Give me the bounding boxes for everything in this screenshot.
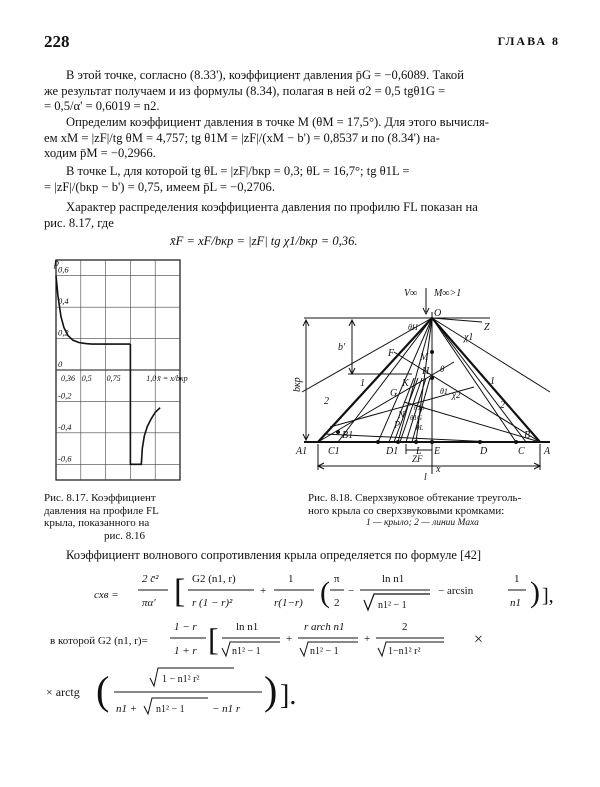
text-line: Коэффициент волнового сопротивления крыла определяется по формуле [42]: [66, 548, 482, 562]
point: [430, 376, 434, 380]
label-e: E: [434, 446, 441, 457]
text-line: = |zF|/(bкр − b') = 0,75, имеем p̄L = −0,2706.: [44, 179, 275, 194]
caption-fig-8-17: [44, 492, 204, 542]
paragraph-3: [44, 164, 578, 195]
f-sqrt-d: 1 − n1² r²: [162, 674, 200, 685]
f-minus: −: [348, 585, 355, 597]
f-g2: G2 (n1, r): [192, 573, 236, 585]
x-tick-label: 0,75: [106, 374, 121, 383]
y-axis-label: p̄: [54, 258, 59, 269]
label-chi1: χ1: [464, 332, 474, 343]
f-arctg: × arctg: [46, 685, 80, 699]
label-a1: A1: [296, 446, 308, 457]
x-tick-label: 0,5: [81, 374, 92, 383]
label-line-2b: 2: [500, 400, 505, 411]
paragraph-4: [44, 200, 578, 231]
label-line-1b: 1: [360, 378, 365, 389]
caption-line: давления на профиле FL: [44, 504, 159, 517]
f-den: πα': [142, 597, 156, 609]
text-line: Характер распределения коэффициента давления по профилю FL показан на: [66, 200, 478, 214]
y-tick-label: -0,6: [58, 453, 72, 464]
f-two: 2: [334, 597, 340, 609]
f-plus-a: +: [286, 633, 293, 645]
f-r1r: r(1−r): [274, 597, 303, 609]
mach-line: [432, 318, 516, 442]
y-tick-label: 0,6: [58, 264, 69, 275]
caption-line: Рис. 8.17. Коэффициент: [44, 492, 156, 504]
y-tick-label: -0,2: [58, 390, 72, 401]
x-axis-label: x̄ = x/bкр: [157, 374, 188, 383]
label-b1: B1: [342, 430, 354, 441]
paren-open: (: [320, 576, 330, 609]
caption-line: Рис. 8.18. Сверхзвуковое обтекание треуголь-: [308, 492, 522, 504]
f-bracket-close: ],: [542, 585, 554, 607]
f-1-r: 1 − r: [174, 621, 197, 633]
label-n: N: [398, 410, 405, 421]
page-number: 228: [44, 32, 70, 51]
label-line-1: 1: [490, 376, 495, 387]
f-plus-b: +: [364, 633, 371, 645]
formula-cxv: [94, 566, 564, 618]
label-line-2: 2: [324, 396, 329, 407]
text-line: = 0,5/α' = 0,6019 = n2.: [44, 99, 160, 114]
label-a: A: [544, 446, 551, 457]
label-zf: ZF: [412, 454, 423, 464]
label-c: C: [518, 446, 525, 457]
label-l: L: [416, 446, 422, 457]
f-plus: +: [260, 585, 267, 597]
wing-flow-diagram: [294, 282, 558, 482]
formula-arctg: [44, 664, 344, 724]
f-one-b: 1: [514, 573, 520, 585]
label-m: M: [420, 352, 429, 363]
y-tick-label: 0: [58, 359, 63, 369]
label-theta: θ: [440, 364, 445, 374]
text-line: В точке L, для которой tg θL = |zF|/bкр = 0,3; θL = 16,7°; tg θ1L =: [66, 164, 410, 178]
point: [336, 430, 340, 434]
label-b: B: [524, 430, 531, 441]
label-z: Z: [484, 322, 490, 333]
label-d1: D1: [386, 446, 399, 457]
caption-line: крыла, показанного на: [44, 517, 150, 529]
pressure-coefficient-chart: [40, 252, 200, 488]
text-line: В этой точке, согласно (8.33'), коэффициент давления p̄G = −0,6089. Такой: [66, 68, 464, 82]
f-times: ×: [474, 631, 484, 648]
point: [514, 440, 518, 444]
point: [430, 440, 434, 444]
label-theta1: θ1: [440, 387, 448, 396]
paragraph-2: [44, 115, 578, 162]
label-b-kr: bкр: [292, 377, 303, 392]
label-o: O: [434, 308, 442, 319]
text-line: рис. 8.17, где: [44, 215, 114, 230]
label-d: D: [480, 446, 488, 457]
f-rarch: r arch n1: [304, 621, 345, 633]
label-f: F: [388, 348, 395, 359]
caption-fig-8-18: [308, 492, 560, 530]
label-x: x: [436, 464, 441, 475]
x-tick-label: 0,36: [60, 374, 75, 383]
f-ln: ln n1: [382, 573, 405, 585]
f-num: 2 c̄²: [142, 573, 159, 585]
formula-g2: [50, 616, 560, 668]
label-chi2: χ2: [452, 390, 461, 400]
paragraph-5: [44, 548, 578, 564]
bracket-open: [: [174, 573, 186, 610]
label-b-prime: b': [338, 342, 346, 353]
y-tick-label: -0,4: [58, 421, 72, 432]
f-sqrt-a: n1² − 1: [232, 646, 261, 657]
text-line: ходим p̄M = −0,2966.: [44, 146, 156, 161]
caption-line: ного крыла со сверхзвуковыми кромками:: [308, 504, 505, 517]
label-g: G: [390, 388, 398, 399]
label-c1: C1: [328, 446, 340, 457]
equation-xf: x̄F = xF/bкр = |zF| tg χ1/bкр = 0,36.: [170, 234, 358, 248]
label-l-span: l: [424, 472, 427, 483]
label-p: P: [394, 420, 401, 431]
f-1+r: 1 + r: [174, 645, 197, 657]
f-sqrt-e: n1² − 1: [156, 704, 185, 715]
f-n1: n1: [510, 597, 521, 609]
f-denom-1: n1 +: [116, 703, 138, 715]
f-ln-b: ln n1: [236, 621, 259, 633]
caption-line: 1 — крыло; 2 — линии Маха: [366, 518, 479, 528]
chapter-title: ГЛАВА 8: [497, 34, 560, 48]
label-theta-h: θH: [408, 323, 418, 332]
f-two-b: 2: [402, 621, 408, 633]
label-m-inf: M∞>1: [434, 288, 462, 299]
paragraph-1: [44, 68, 578, 115]
series-line-2: [130, 344, 160, 464]
f-in-which: в которой G2 (n1, r)=: [50, 635, 148, 647]
label-k: K: [402, 378, 409, 389]
point: [430, 350, 434, 354]
point: [376, 440, 380, 444]
f-one: 1: [288, 573, 294, 585]
f-denom-2: − n1 r: [212, 703, 241, 715]
text-line: же результат получаем и из формулы (8.34), полагая в ней σ2 = 0,5 tgθ1G =: [44, 83, 446, 98]
label-theta-l: θL: [416, 424, 424, 432]
paren-close-3: ): [264, 668, 278, 713]
bracket-open-2: [: [208, 621, 219, 657]
point: [396, 440, 400, 444]
paren-close: ): [530, 576, 540, 609]
label-h: H: [422, 366, 430, 377]
point: [414, 440, 418, 444]
caption-line: рис. 8.16: [104, 529, 146, 542]
f-arcsin: − arcsin: [438, 585, 474, 597]
f-sqrt: n1² − 1: [378, 600, 407, 611]
series-line-1: [56, 276, 130, 344]
mach-line: [432, 318, 526, 442]
label-theta1g: θ1G: [410, 414, 422, 422]
f-sqrt-c: 1−n1² r²: [388, 646, 421, 657]
text-line: Определим коэффициент давления в точке M (θM = 17,5°). Для этого вычисля-: [66, 115, 489, 129]
f-sqrt-b: n1² − 1: [310, 646, 339, 657]
label-theta1p: θ1p: [414, 404, 425, 412]
page-header: [44, 32, 560, 54]
f-pi: π: [334, 573, 340, 585]
point: [478, 440, 482, 444]
f-r1r2: r (1 − r)²: [192, 597, 233, 609]
label-v-inf: V∞: [404, 288, 418, 299]
text-line: ем xM = |zF|/tg θM = 4,757; tg θ1M = |zF|/(xM − b') = 0,8537 и по (8.34') на-: [44, 130, 440, 145]
f-cxv: cxв =: [94, 589, 119, 601]
y-tick-label: 0,4: [58, 296, 69, 307]
y-tick-label: 0,2: [58, 327, 69, 338]
f-end: ].: [280, 680, 297, 711]
x-tick-label: 1,0: [146, 374, 157, 383]
paren-open-3: (: [96, 668, 110, 713]
